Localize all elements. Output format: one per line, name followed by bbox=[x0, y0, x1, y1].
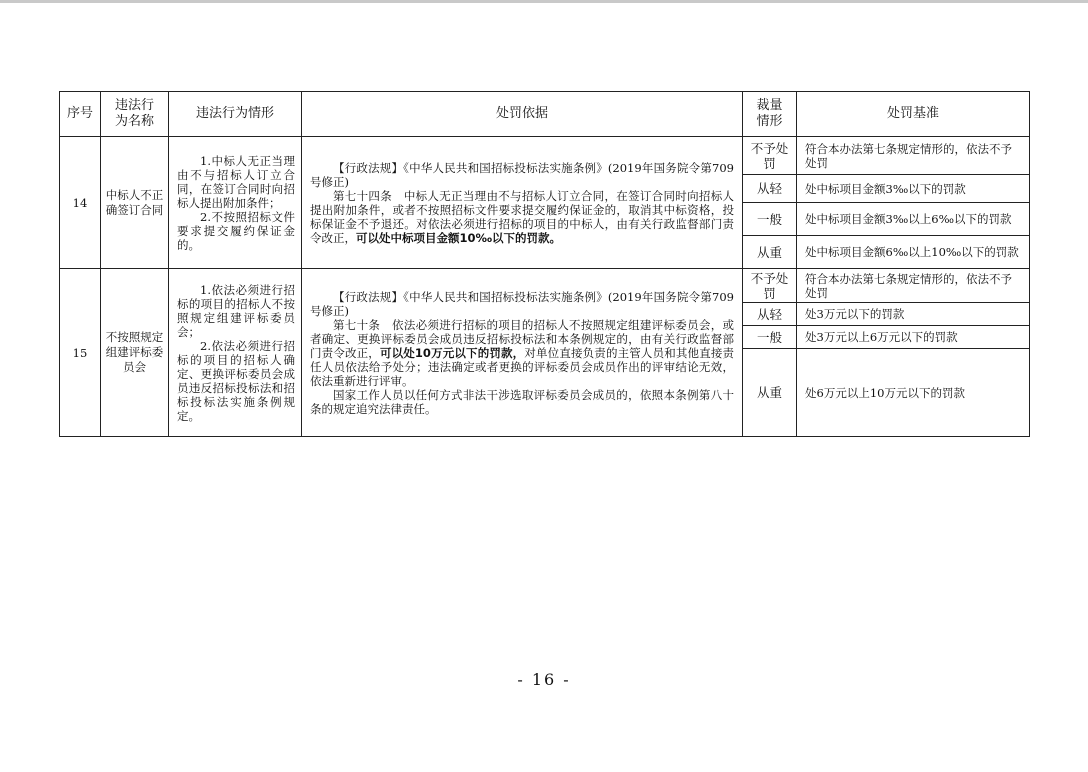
level-standard: 处6万元以上10万元以下的罚款 bbox=[797, 349, 1030, 437]
basis-source: 【行政法规】《中华人民共和国招标投标法实施条例》(2019年国务院令第709号修正) bbox=[310, 160, 734, 189]
table-row bbox=[60, 137, 1030, 175]
row-violation-name: 中标人不正确签订合同 bbox=[101, 137, 169, 269]
level-standard: 处中标项目金额3‰以下的罚款 bbox=[797, 175, 1030, 203]
header-basis: 处罚依据 bbox=[302, 92, 743, 137]
situation-item: 1.依法必须进行招标的项目的招标人不按照规定组建评标委员会； bbox=[177, 282, 295, 339]
level-standard: 处3万元以上6万元以下的罚款 bbox=[797, 326, 1030, 349]
page-number: - 16 - bbox=[517, 670, 571, 689]
situation-item: 2.不按照招标文件要求提交履约保证金的。 bbox=[177, 209, 295, 252]
level-label: 一般 bbox=[743, 203, 797, 236]
row-violation-name: 不按照规定组建评标委员会 bbox=[101, 269, 169, 437]
basis-article bbox=[310, 189, 734, 245]
basis-source: 【行政法规】《中华人民共和国招标投标法实施条例》(2019年国务院令第709号修正) bbox=[310, 289, 734, 318]
level-label: 从重 bbox=[743, 349, 797, 437]
basis-article-bold: 可以处中标项目金额10‰以下的罚款。 bbox=[356, 230, 562, 245]
basis-article-text: 第七十四条 中标人无正当理由不与招标人订立合同，在签订合同时向招标人提出附加条件，或者不按照招标文件要求提交履约保证金的，取消其中标资格，投标保证金不予退还。对依法必须进行招标的项目的中标人，由有关行政监督部门责令改正， bbox=[310, 188, 734, 245]
situation-item: 1.中标人无正当理由不与招标人订立合同，在签订合同时向招标人提出附加条件； bbox=[177, 153, 295, 210]
level-label: 一般 bbox=[743, 326, 797, 349]
basis-article-bold: 可以处10万元以下的罚款， bbox=[379, 345, 525, 360]
header-situation: 违法行为情形 bbox=[169, 92, 302, 137]
row-penalty-basis bbox=[302, 137, 743, 269]
table-header-row bbox=[60, 92, 1030, 137]
row-num: 15 bbox=[60, 269, 101, 437]
level-standard: 处中标项目金额6‰以上10‰以下的罚款 bbox=[797, 236, 1030, 269]
basis-article bbox=[310, 318, 734, 388]
level-standard: 符合本办法第七条规定情形的，依法不予处罚 bbox=[797, 137, 1030, 175]
level-label: 不予处罚 bbox=[743, 269, 797, 303]
row-num: 14 bbox=[60, 137, 101, 269]
row-penalty-basis bbox=[302, 269, 743, 437]
level-standard: 符合本办法第七条规定情形的，依法不予处罚 bbox=[797, 269, 1030, 303]
level-standard: 处3万元以下的罚款 bbox=[797, 303, 1030, 326]
level-label: 从轻 bbox=[743, 303, 797, 326]
level-label: 从重 bbox=[743, 236, 797, 269]
header-name: 违法行为名称 bbox=[101, 92, 169, 137]
table-row bbox=[60, 269, 1030, 303]
top-rule bbox=[0, 0, 1088, 3]
row-violation-situation bbox=[169, 137, 302, 269]
level-standard: 处中标项目金额3‰以上6‰以下的罚款 bbox=[797, 203, 1030, 236]
basis-article-tail: 对单位直接负责的主管人员和其他直接责任人员依法给予处分；违法确定或者更换的评标委员会成员作出的评审结论无效，依法重新进行评审。 bbox=[310, 345, 735, 388]
header-num: 序号 bbox=[60, 92, 101, 137]
header-standard: 处罚基准 bbox=[797, 92, 1030, 137]
level-label: 从轻 bbox=[743, 175, 797, 203]
level-label: 不予处罚 bbox=[743, 137, 797, 175]
situation-item: 2.依法必须进行招标的项目的招标人确定、更换评标委员会成员违反招标投标法和招标投标法实施条例规定。 bbox=[177, 338, 295, 423]
header-level: 裁量情形 bbox=[743, 92, 797, 137]
basis-article-text: 第七十条 依法必须进行招标的项目的招标人不按照规定组建评标委员会，或者确定、更换评标委员会成员违反招标投标法和本条例规定的，由有关行政监督部门责令改正， bbox=[310, 317, 734, 360]
basis-extra: 国家工作人员以任何方式非法干涉选取评标委员会成员的，依照本条例第八十条的规定追究法律责任。 bbox=[310, 387, 734, 416]
penalty-table bbox=[59, 91, 1030, 437]
row-violation-situation bbox=[169, 269, 302, 437]
